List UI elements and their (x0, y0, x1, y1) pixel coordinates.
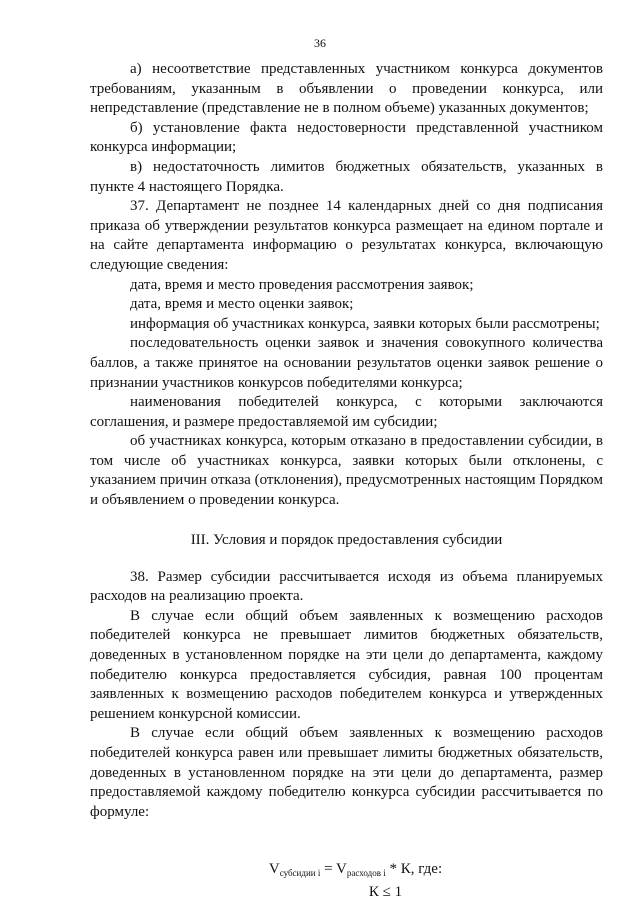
paragraph-37: 37. Департамент не позднее 14 календарных дней со дня подписания приказа об утверждении результатов конкурса размещает на едином портале и на сайте департамента информацию о результатах конкурса, включающую следующие сведения: (90, 198, 603, 273)
formula-rest: * К, где: (385, 861, 443, 878)
paragraph-item-c: в) недостаточность лимитов бюджетных обязательств, указанных в пункте 4 настоящего Порядка. (90, 158, 603, 195)
subsidy-formula (90, 860, 603, 902)
section-heading: III. Условия и порядок предоставления субсидии (190, 531, 503, 548)
paragraph-within-limits: В случае если общий объем заявленных к возмещению расходов победителей конкурса не превышает лимитов бюджетных обязательств, доведенных в установленном порядке на эти цели до департамента, каждому победителю конкурса предоставляется субсидия, равная 100 процентам заявленных к возмещению расходов победителем конкурса и утвержденных решением конкурсной комиссии. (90, 607, 603, 722)
list-item-scoring: последовательность оценки заявок и значения совокупного количества баллов, а также принятое на основании результатов оценки заявок решение о признании участников конкурсов победителями конкурса; (90, 335, 603, 391)
paragraph-38: 38. Размер субсидии рассчитывается исходя из объема планируемых расходов на реализацию проекта. (90, 568, 603, 605)
paragraph-item-b: б) установление факта недостоверности представленной участником конкурса информации; (90, 119, 603, 156)
formula-subscript-expenses: расходов i (346, 868, 386, 879)
page-number: 36 (314, 36, 326, 50)
document-body (90, 60, 603, 902)
paragraph-exceeds-limits: В случае если общий объем заявленных к возмещению расходов победителей конкурса равен или превышает лимиты бюджетных обязательств, доведенных в установленном порядке на эти цели до департамента, размер предоставляемой каждому победителю конкурса субсидии рассчитывается по формуле: (90, 725, 603, 820)
list-item-review-date: дата, время и место проведения рассмотрения заявок; (130, 276, 474, 293)
formula-v-subsidy: V (268, 861, 280, 878)
formula-subscript-subsidy: субсидии i (279, 868, 321, 879)
formula-v-expenses: V (336, 861, 347, 878)
list-item-rejected: об участниках конкурса, которым отказано в предоставлении субсидии, в том числе об участниках конкурса, заявки которых были отклонены, с указанием причин отказа (отклонения), предусмотренных настоящим Порядком и объявлением о проведении конкурса. (90, 433, 603, 509)
list-item-winners: наименования победителей конкурса, с которыми заключаются соглашения, и размере предоставляемой им субсидии; (90, 394, 603, 430)
list-item-participants: информация об участниках конкурса, заявки которых были рассмотрены; (130, 315, 600, 332)
formula-equals: = (320, 861, 337, 878)
formula-condition: К ≤ 1 (368, 884, 403, 901)
formula-equation (269, 861, 442, 877)
paragraph-item-a: а) несоответствие представленных участником конкурса документов требованиям, указанным в объявлении о проведении конкурса, или непредставление (представление не в полном объеме) указанных документов; (90, 61, 603, 117)
list-item-evaluation-date: дата, время и место оценки заявок; (130, 296, 354, 313)
